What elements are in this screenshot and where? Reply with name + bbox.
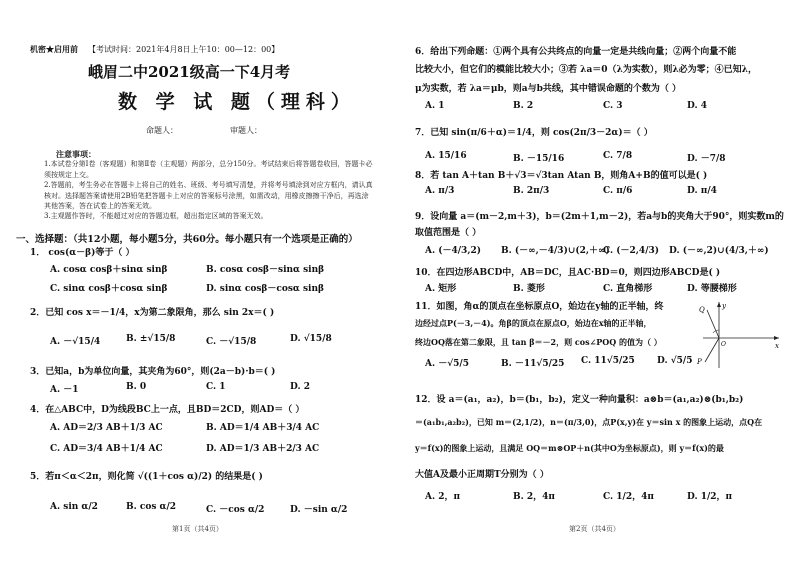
q12-option-d[interactable]: D. 1/2，π [687, 492, 733, 502]
maker-label: 命题人： [146, 126, 178, 135]
page-number-right: 第2页（共4页） [569, 525, 620, 533]
q8-stem: 8．若 tan A＋tan B＋√3＝√3tan Atan B，则角A+B的值可以是( ) [415, 171, 708, 181]
q7-stem: 7．已知 sin(π/6＋α)＝1/4，则 cos(2π/3－2α)＝（ ） [415, 128, 653, 138]
q1-stem: 1． cos(α－β)等于（ ） [30, 248, 135, 258]
q11-line-1: 11．如图，角α的顶点在坐标原点O，始边在y轴的正半轴，终 [415, 302, 664, 312]
q6-option-d[interactable]: D. 4 [687, 101, 708, 111]
q2-option-c[interactable]: C. －√15/8 [206, 337, 257, 347]
op-ray [705, 338, 719, 362]
q1-option-c[interactable]: C. sinα cosβ＋cosα sinβ [50, 284, 168, 294]
oq-ray [707, 310, 719, 338]
q1-option-a[interactable]: A. cosα cosβ＋sinα sinβ [50, 265, 168, 275]
q3-stem: 3．已知a，b为单位向量，其夹角为60°，则(2a－b)·b＝( ) [30, 367, 276, 377]
q7-option-b[interactable]: B. －15/16 [513, 154, 565, 164]
notes-item-3: 3.主观题作答时，不能超过对应的答题边框，超出指定区域的答案无效。 [44, 212, 268, 220]
q12-line-2: ＝(a₁b₁,a₂b₂)，已知 m＝(2,1/2)，n＝(π/3,0)，点P(x,y)在 y＝sin x 的图象上运动，点Q在 [415, 417, 763, 427]
q11-figure [683, 300, 783, 370]
q6-option-c[interactable]: C. 3 [603, 101, 623, 111]
secret-label: 机密★启用前 [30, 44, 78, 54]
x-axis-arrow [774, 336, 779, 340]
q3-option-c[interactable]: C. 1 [206, 382, 226, 392]
q10-option-a[interactable]: A. 矩形 [425, 284, 457, 294]
notes-item-2: 2.答题前，考生务必在答题卡上将自己的姓名、班级、考号填写清楚，并将考号填涂到对应方框内，请认真核对。选择题答案请使用2B铅笔把答题卡上对应的答案标号涂黑，如需改动，用橡皮擦擦干净后，再选涂其他答案，答在试卷上的答案无效。 [44, 181, 373, 210]
q12-option-c[interactable]: C. 1/2，4π [603, 492, 654, 502]
q11-option-a[interactable]: A. －√5/5 [425, 359, 469, 369]
q10-option-b[interactable]: B. 菱形 [513, 284, 545, 294]
q12-option-a[interactable]: A. 2，π [425, 492, 461, 502]
q12-option-b[interactable]: B. 2，4π [513, 492, 555, 502]
q6-line-2: 比较大小，但它们的模能比较大小；③若 λa＝0（λ为实数），则λ必为零；④已知λ， [415, 65, 757, 75]
q9-option-d[interactable]: D. (－∞,2)∪(4/3,＋∞) [669, 246, 769, 256]
q1-option-d[interactable]: D. sinα cosβ－cosα sinβ [206, 284, 324, 294]
q12-line-4: 大值A及最小正周期T分别为（ ） [415, 470, 549, 480]
q2-stem: 2．已知 cos x＝－1/4，x为第二象限角，那么 sin 2x＝( ) [30, 308, 275, 318]
fig-x-label: x [775, 342, 779, 350]
q11-option-b[interactable]: B. －11√5/25 [501, 359, 565, 369]
notes-item-1: 1.本试卷分第Ⅰ卷（客观题）和第Ⅱ卷（主观题）两部分，总分150分。考试结束后将答题卷收回，答题卡必须按规定上交。 [44, 160, 373, 179]
q7-option-d[interactable]: D. －7/8 [687, 154, 726, 164]
q9-option-b[interactable]: B. (－∞,－4/3)∪(2,＋∞) [501, 246, 610, 256]
q10-option-c[interactable]: C. 直角梯形 [603, 284, 653, 294]
checker-label: 审题人： [230, 126, 262, 135]
q8-option-a[interactable]: A. π/3 [425, 186, 455, 196]
q2-option-d[interactable]: D. √15/8 [290, 334, 332, 344]
q5-option-c[interactable]: C. －cos α/2 [206, 505, 265, 515]
q9-line-2: 取值范围是（ ） [415, 228, 482, 238]
subject-title: 数 学 试 题（理科） [118, 91, 356, 113]
fig-q-label: Q [699, 306, 705, 314]
q3-option-a[interactable]: A. －1 [50, 385, 79, 395]
q5-option-a[interactable]: A. sin α/2 [50, 502, 98, 512]
q5-stem: 5．若π＜α＜2π，则化简 √((1＋cos α)/2) 的结果是( ) [30, 472, 263, 482]
notes-heading: 注意事项： [56, 149, 96, 159]
q6-option-b[interactable]: B. 2 [513, 101, 534, 111]
q4-option-d[interactable]: D. AD＝1/3 AB＋2/3 AC [206, 444, 320, 454]
y-axis-arrow [717, 302, 721, 307]
q9-option-a[interactable]: A. (－4/3,2) [425, 246, 481, 256]
q3-option-d[interactable]: D. 2 [290, 382, 311, 392]
q8-option-c[interactable]: C. π/6 [603, 186, 633, 196]
q5-option-b[interactable]: B. cos α/2 [126, 502, 177, 512]
q10-option-d[interactable]: D. 等腰梯形 [687, 284, 737, 294]
q8-option-b[interactable]: B. 2π/3 [513, 186, 550, 196]
q2-option-a[interactable]: A. －√15/4 [50, 337, 101, 347]
q7-option-c[interactable]: C. 7/8 [603, 151, 633, 161]
q11-line-3: 终边OQ落在第二象限，且 tan β＝－2，则 cos∠POQ 的值为（ ） [415, 337, 662, 347]
q10-stem: 10．在四边形ABCD中，AB＝DC，且AC·BD＝0，则四边形ABCD是( ) [415, 268, 721, 278]
fig-o-label: O [721, 341, 726, 348]
q9-line-1: 9．设向量 a＝(m－2,m＋3)，b＝(2m＋1,m－2)，若a与b的夹角大于90°，则实数m的 [415, 212, 784, 222]
q4-option-c[interactable]: C. AD＝3/4 AB＋1/4 AC [50, 444, 163, 454]
q11-option-d[interactable]: D. √5/5 [657, 356, 693, 366]
q4-stem: 4．在△ABC中，D为线段BC上一点，且BD＝2CD，则AD＝（ ） [30, 405, 305, 415]
fig-p-label: P [697, 358, 702, 366]
q6-option-a[interactable]: A. 1 [425, 101, 445, 111]
q2-option-b[interactable]: B. ±√15/8 [126, 334, 176, 344]
q4-option-b[interactable]: B. AD＝1/4 AB＋3/4 AC [206, 423, 320, 433]
exam-time: 【考试时间：2021年4月8日上午10：00—12：00】 [88, 45, 280, 54]
q7-option-a[interactable]: A. 15/16 [425, 151, 467, 161]
q9-option-c[interactable]: C. (－2,4/3) [603, 246, 659, 256]
q5-option-d[interactable]: D. －sin α/2 [290, 505, 348, 515]
q6-line-3: μ为实数，若 λa＝μb，则a与b共线，其中错误命题的个数为（ ） [415, 84, 682, 94]
page-number-left: 第1页（共4页） [172, 525, 223, 533]
school-title: 峨眉二中2021级高一下4月考 [88, 63, 291, 81]
q11-option-c[interactable]: C. 11√5/25 [581, 356, 635, 366]
fig-y-label: y [722, 302, 726, 310]
q8-option-d[interactable]: D. π/4 [687, 186, 717, 196]
q3-option-b[interactable]: B. 0 [126, 382, 147, 392]
right-page [397, 0, 794, 561]
section-1-heading: 一、选择题：（共12小题，每小题5分，共60分。每小题只有一个选项是正确的） [16, 234, 358, 245]
q11-line-2: 边经过点P(－3,－4)。角β的顶点在原点O，始边在x轴的正半轴， [415, 318, 652, 328]
q1-option-b[interactable]: B. cosα cosβ－sinα sinβ [206, 265, 325, 275]
q6-line-1: 6．给出下列命题：①两个具有公共终点的向量一定是共线向量；②两个向量不能 [415, 47, 737, 57]
q4-option-a[interactable]: A. AD＝2/3 AB＋1/3 AC [50, 423, 163, 433]
q12-line-3: y＝f(x)的图象上运动，且满足 OQ＝m⊗OP＋n(其中O为坐标原点)，则 y＝f(x)的最 [415, 443, 724, 453]
q12-line-1: 12．设 a＝(a₁，a₂)，b＝(b₁，b₂)，定义一种向量积：a⊗b＝(a₁,a₂)⊗(b₁,b₂) [415, 395, 744, 405]
